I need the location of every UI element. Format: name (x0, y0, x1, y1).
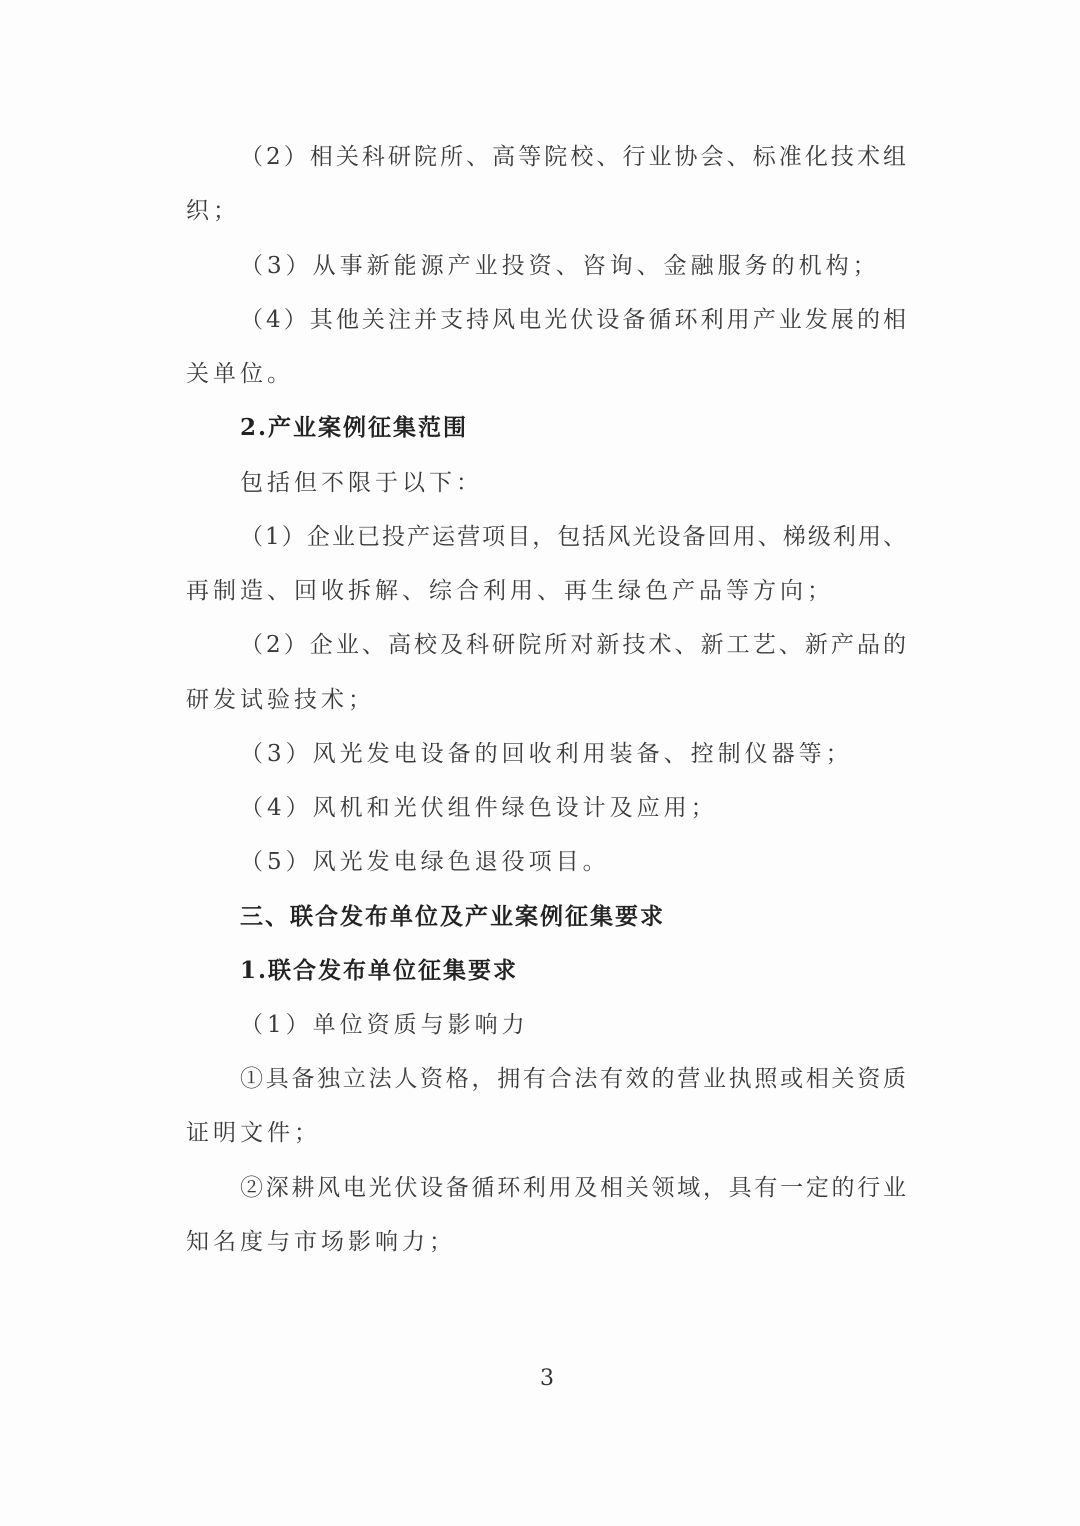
paragraph-line: （3）从事新能源产业投资、咨询、金融服务的机构； (240, 253, 880, 279)
paragraph-line: 关单位。 (186, 361, 294, 387)
paragraph-line: ②深耕风电光伏设备循环利用及相关领域，具有一定的行业 (240, 1175, 906, 1201)
paragraph-line: （5）风光发电绿色退役项目。 (240, 849, 610, 875)
paragraph-line: （2）相关科研院所、高等院校、行业协会、标准化技术组 (240, 144, 906, 170)
paragraph-line: （4）风机和光伏组件绿色设计及应用； (240, 795, 718, 821)
section-heading: 2.产业案例征集范围 (240, 414, 469, 441)
paragraph-line: （2）企业、高校及科研院所对新技术、新工艺、新产品的 (240, 632, 906, 658)
page-number: 3 (540, 1366, 554, 1391)
paragraph-line: 包括但不限于以下： (240, 470, 483, 496)
paragraph-line: （3）风光发电设备的回收利用装备、控制仪器等； (240, 741, 853, 767)
paragraph-line: （4）其他关注并支持风电光伏设备循环利用产业发展的相 (240, 307, 906, 333)
section-heading: 三、联合发布单位及产业案例征集要求 (240, 903, 665, 930)
paragraph-line: （1）企业已投产运营项目，包括风光设备回用、梯级利用、 (240, 524, 906, 550)
paragraph-line: 织； (186, 198, 240, 224)
paragraph-line: 再制造、回收拆解、综合利用、再生绿色产品等方向； (186, 578, 834, 604)
paragraph-line: 知名度与市场影响力； (186, 1229, 456, 1255)
paragraph-line: （1）单位资质与影响力 (240, 1012, 529, 1038)
paragraph-line: 证明文件； (186, 1120, 321, 1146)
paragraph-line: ①具备独立法人资格，拥有合法有效的营业执照或相关资质 (240, 1066, 906, 1092)
paragraph-line: 研发试验技术； (186, 687, 375, 713)
subsection-heading: 1.联合发布单位征集要求 (240, 957, 519, 984)
